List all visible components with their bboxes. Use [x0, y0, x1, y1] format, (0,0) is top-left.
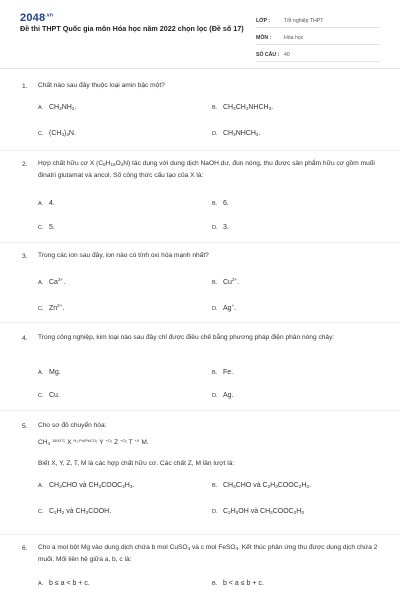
meta-value: Hóa học — [284, 34, 304, 41]
option-d[interactable]: D. Ag+. — [212, 303, 237, 312]
question-divider — [0, 322, 400, 323]
header-divider — [0, 68, 400, 69]
option-c[interactable]: C. $(CH_3)_3N$. — [38, 130, 76, 137]
meta-value: Tốt nghiệp THPT — [284, 17, 324, 24]
option-d[interactable]: D. Ag. — [212, 392, 234, 399]
question-text: Trong các ion sau đây, ion nào có tính oxi hóa mạnh nhất? — [38, 252, 209, 259]
option-a[interactable]: A. $CH_3NH_2$. — [38, 104, 77, 111]
meta-key: MÔN : — [256, 34, 272, 41]
question-number: 1. — [22, 83, 28, 90]
question-number: 5. — [22, 423, 28, 430]
option-c[interactable]: C. 5. — [38, 224, 55, 231]
question-divider — [0, 150, 400, 151]
question-text: Chất nào sau đây thuộc loại amin bậc một? — [38, 82, 165, 89]
exam-meta — [256, 14, 380, 65]
option-d[interactable]: D. 3. — [212, 224, 229, 231]
meta-row-subject — [256, 31, 380, 45]
option-c[interactable]: C. $C_2H_2$ và $CH_3COOH$. — [38, 508, 112, 515]
question-number: 3. — [22, 253, 28, 260]
meta-row-class — [256, 14, 380, 28]
page-title: Đề thi THPT Quốc gia môn Hóa học năm 2022 chọn lọc (Đề số 17) — [20, 24, 244, 33]
option-b[interactable]: B. b < a ≤ b + c. — [212, 580, 264, 587]
option-a[interactable]: A. 4. — [38, 200, 55, 207]
option-b[interactable]: B. $CH_3CHO$ và $C_2H_3COOC_2H_3$. — [212, 482, 311, 489]
question-number: 2. — [22, 161, 28, 168]
option-d[interactable]: D. $CH_3NHCH_3$. — [212, 130, 261, 137]
option-a[interactable]: A. b ≤ a < b + c. — [38, 580, 90, 587]
question-number: 4. — [22, 335, 28, 342]
meta-key: LỚP : — [256, 17, 271, 24]
question-text: Cho a mol bột Mg vào dung dịch chứa b mol CuSO$_4$ và c mol FeSO$_4$. Kết thúc phản ứng thu được dung dịch chứa 2 muối. Mối liên hệ giữa a, b, c là: — [38, 544, 378, 563]
option-b[interactable]: B. 6. — [212, 200, 229, 207]
question-text: Trong công nghiệp, kim loại nào sau đây chỉ được điều chế bằng phương pháp điện phân nóng chảy: — [38, 334, 335, 341]
logo-suffix: .vn — [45, 12, 54, 19]
meta-row-count — [256, 48, 380, 62]
option-b[interactable]: B. $CH_3CH_2NHCH_3$. — [212, 104, 274, 111]
question-divider — [0, 534, 400, 535]
meta-value: 40 — [284, 51, 290, 58]
page-header — [0, 0, 400, 64]
option-b[interactable]: B. $Cu^{2+}$. — [212, 277, 240, 286]
question-divider — [0, 410, 400, 411]
question-text: Hợp chất hữu cơ X $(C_8H_{15}O_4N)$ tác dụng với dung dịch NaOH dư, đun nóng, thu được sản phẩm hữu cơ gồm muối đinatri glutamat và ancol. Số công thức cấu tạo của X là: — [38, 160, 375, 179]
question-text: Cho sơ đồ chuyển hóa: — [38, 422, 107, 429]
option-c[interactable]: C. Cu. — [38, 392, 60, 399]
reaction-scheme: $CH_4$ $^{1500^\circ C}$ X $^{H_2,Pd/PbCO_3}$ Y $^{+O_2}$ Z $^{+O_2}$ T $^{+X}$ M. — [38, 438, 149, 446]
option-a[interactable]: A. $Ca^{2+}$. — [38, 277, 66, 286]
site-logo[interactable] — [20, 12, 53, 24]
question-divider — [0, 242, 400, 243]
question-note: Biết X, Y, Z, T, M là các hợp chất hữu cơ. Các chất Z, M lần lượt là: — [38, 460, 235, 467]
option-b[interactable]: B. Fe. — [212, 369, 234, 376]
meta-key: SỐ CÂU : — [256, 51, 280, 58]
option-c[interactable]: C. $Zn^{2+}$. — [38, 303, 65, 312]
question-number: 6. — [22, 545, 28, 552]
option-d[interactable]: D. $C_2H_5OH$ và $CH_3COOC_2H_3$ — [212, 508, 304, 515]
logo-text: 2048 — [20, 12, 46, 24]
option-a[interactable]: A. $CH_3CHO$ và $CH_3COOC_2H_3$. — [38, 482, 135, 489]
option-a[interactable]: A. Mg. — [38, 369, 61, 376]
